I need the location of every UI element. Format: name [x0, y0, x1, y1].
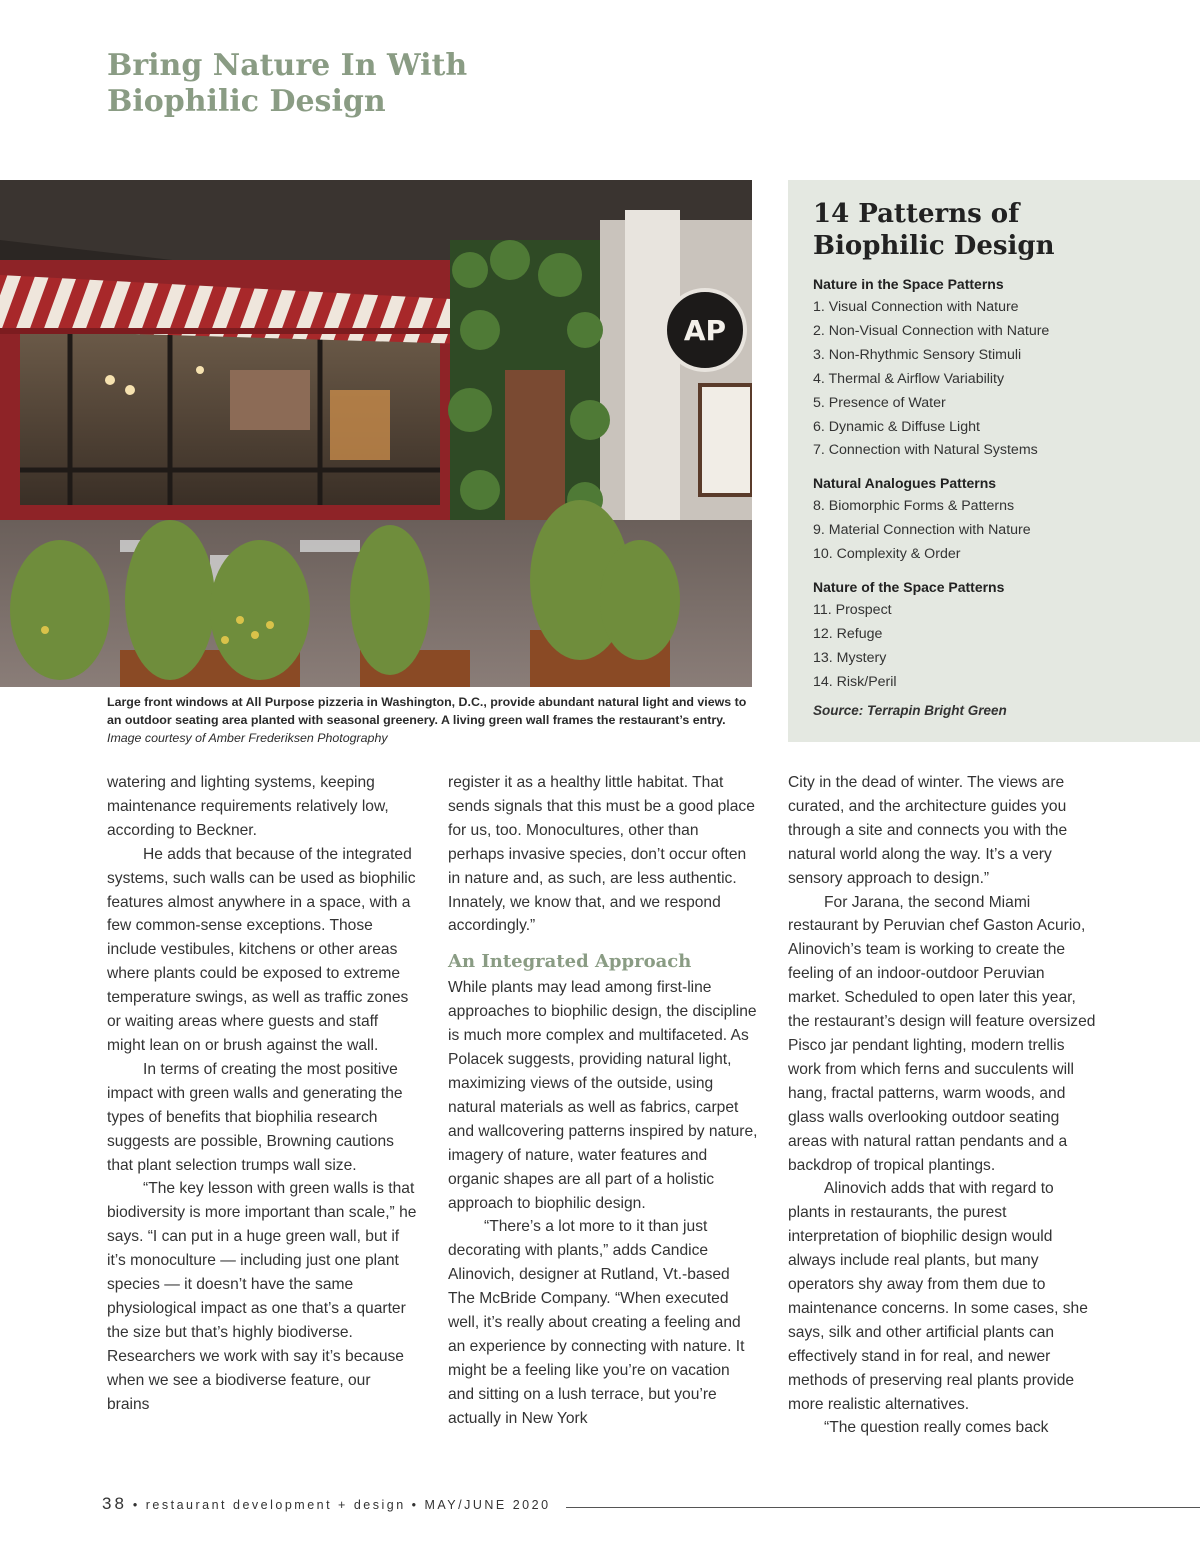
patterns-sidebar — [788, 180, 1200, 742]
sidebar-group-title: Natural Analogues Patterns — [813, 475, 997, 492]
body-column-2 — [448, 771, 758, 1431]
list-item: 14. Risk/Peril — [813, 673, 897, 690]
sidebar-list — [813, 296, 1183, 463]
list-item: 2. Non-Visual Connection with Nature — [813, 322, 1050, 339]
paragraph: “There’s a lot more to it than just decorating with plants,” adds Candice Alinovich, designer at Rutland, Vt.-based The McBride Company. “When executed well, it’s really about creating a feeling and an experience by connecting with nature. It might be a feeling like you’re on vacation and sitting on a lush terrace, but you’re actually in New York — [448, 1218, 745, 1427]
sidebar-group-title: Nature of the Space Patterns — [813, 579, 1005, 596]
list-item: 10. Complexity & Order — [813, 546, 961, 563]
paragraph: City in the dead of winter. The views are curated, and the architecture guides you through a site and connects you with the natural world along the way. It’s a very sensory approach to design.” — [788, 774, 1068, 887]
restaurant-photo — [0, 180, 752, 687]
sidebar-title-line-1: 14 Patterns of — [813, 199, 1020, 229]
caption-credit: Image courtesy of Amber Frederiksen Photography — [107, 731, 388, 745]
footer-publication: • restaurant development + design • MAY/JUNE 2020 — [126, 1498, 551, 1512]
headline-line-1: Bring Nature In With — [107, 48, 468, 83]
paragraph: register it as a healthy little habitat. That sends signals that this must be a good place for us, too. Monocultures, other than perhaps invasive species, don’t occur often in nature and, as such, are less authentic. Innately, we know that, and we respond accordingly.” — [448, 774, 755, 935]
headline-line-2: Biophilic Design — [107, 84, 386, 119]
paragraph: Alinovich adds that with regard to plants in restaurants, the purest interpretation of biophilic design would always include real plants, but many operators shy away from them due to maintenance concerns. In some cases, she says, silk and other artificial plants can effectively stand in for real, and newer methods of preserving real plants provide more realistic alternatives. — [788, 1180, 1088, 1413]
photo-caption — [107, 693, 747, 747]
caption-text: Large front windows at All Purpose pizzeria in Washington, D.C., provide abundant natural light and views to an outdoor seating area planted with seasonal greenery. A living green wall frames the restaurant’s entry. — [107, 695, 747, 727]
list-item: 7. Connection with Natural Systems — [813, 442, 1038, 459]
list-item: 5. Presence of Water — [813, 394, 946, 411]
sidebar-title — [813, 198, 1183, 262]
list-item: 4. Thermal & Airflow Variability — [813, 370, 1005, 387]
paragraph: “The key lesson with green walls is that biodiversity is more important than scale,” he says. “I can put in a huge green wall, but if it’s monoculture — including just one plant species — it doesn’t have the same physiological impact as one that’s a quarter the size but that’s highly biodiverse. Researchers we work with say it’s because when we see a biodiverse feature, our brains — [107, 1180, 417, 1413]
list-item: 3. Non-Rhythmic Sensory Stimuli — [813, 346, 1022, 363]
paragraph: watering and lighting systems, keeping maintenance requirements relatively low, according to Beckner. — [107, 774, 389, 839]
paragraph: For Jarana, the second Miami restaurant by Peruvian chef Gaston Acurio, Alinovich’s team is working to create the feeling of an indoor-outdoor Peruvian market. Scheduled to open later this year, the restaurant’s design will feature oversized Pisco jar pendant lighting, modern trellis work from which ferns and succulents will hang, fractal patterns, warm woods, and glass walls overlooking outdoor seating areas with natural rattan pendants and a backdrop of tropical plantings. — [788, 893, 1096, 1174]
list-item: 9. Material Connection with Nature — [813, 522, 1031, 539]
list-item: 1. Visual Connection with Nature — [813, 299, 1019, 315]
page-footer — [102, 1494, 551, 1514]
restaurant-sign-text: AP — [683, 314, 727, 347]
sidebar-list — [813, 599, 1183, 695]
paragraph: While plants may lead among first-line approaches to biophilic design, the discipline is much more complex and multifaceted. As Polacek suggests, providing natural light, maximizing views of the outside, using natural materials as well as fabrics, carpet and wallcovering patterns inspired by nature, imagery of nature, water features and organic shapes are all part of a holistic approach to biophilic design. — [448, 979, 758, 1212]
headline — [107, 48, 667, 120]
body-column-3 — [788, 771, 1098, 1440]
footer-rule — [566, 1507, 1200, 1508]
sidebar-source: Source: Terrapin Bright Green — [813, 702, 1007, 718]
list-item: 6. Dynamic & Diffuse Light — [813, 418, 980, 435]
list-item: 8. Biomorphic Forms & Patterns — [813, 498, 1015, 515]
sidebar-title-line-2: Biophilic Design — [813, 231, 1055, 261]
paragraph: In terms of creating the most positive impact with green walls and generating the types of benefits that biophilia research suggests are possible, Browning cautions that plant selection trumps wall size. — [107, 1060, 403, 1174]
list-item: 11. Prospect — [813, 602, 892, 619]
paragraph: He adds that because of the integrated systems, such walls can be used as biophilic features almost anywhere in a space, with a few common-sense exceptions. Those include vestibules, kitchens or other areas where plants could be exposed to extreme temperature swings, as well as traffic zones or waiting areas where guests and staff might lean on or brush against the wall. — [107, 845, 416, 1054]
sidebar-group-title: Nature in the Space Patterns — [813, 276, 1004, 292]
list-item: 13. Mystery — [813, 649, 887, 666]
page-number: 38 — [102, 1494, 127, 1513]
section-subhead: An Integrated Approach — [448, 951, 692, 973]
sidebar-list — [813, 495, 1183, 567]
body-column-1 — [107, 771, 417, 1416]
list-item: 12. Refuge — [813, 625, 883, 642]
paragraph: “The question really comes back — [824, 1419, 1049, 1437]
